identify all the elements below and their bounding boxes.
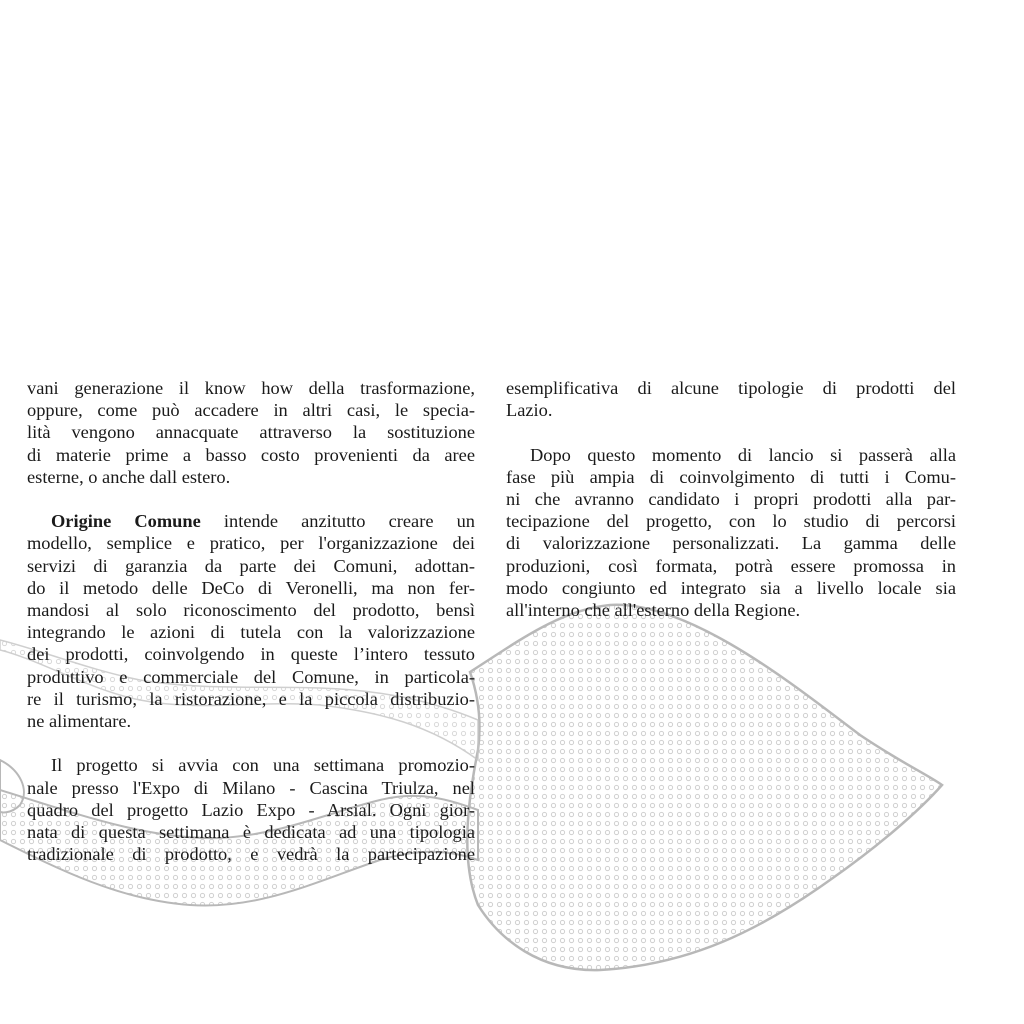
text-line: modello, semplice e pratico, per l'organizzazione dei bbox=[27, 533, 475, 554]
text-line: Dopo questo momento di lancio si passerà alla bbox=[530, 444, 956, 465]
text-line: quadro del progetto Lazio Expo - Arsial. Ogni gior- bbox=[27, 799, 475, 820]
text-line: ne alimentare. bbox=[27, 711, 132, 732]
text-line: Origine Comune intende anzitutto creare un bbox=[51, 511, 475, 532]
text-line: tradizionale di prodotto, e vedrà la partecipazione bbox=[27, 844, 475, 865]
text-line: Lazio. bbox=[506, 400, 553, 421]
paragraph-origine-comune bbox=[27, 510, 475, 732]
trowel-blade-shape bbox=[467, 605, 942, 970]
paragraph-continuation-right bbox=[506, 377, 956, 421]
text-line: esterne, o anche dall estero. bbox=[27, 466, 231, 487]
text-line: vani generazione il know how della trasformazione, bbox=[27, 378, 475, 398]
text-line: oppure, come può accadere in altri casi, le specia- bbox=[27, 400, 475, 421]
text-line: mandosi al solo riconoscimento del prodotto, bensì bbox=[27, 600, 475, 621]
paragraph-continuation bbox=[27, 377, 475, 488]
text-line: produzioni, così formata, potrà essere promossa in bbox=[506, 555, 956, 576]
text-line: do il metodo delle DeCo di Veronelli, ma non fer- bbox=[27, 577, 475, 598]
text-line: produttivo e commerciale del Comune, in particola- bbox=[27, 666, 475, 687]
left-text-column bbox=[27, 377, 475, 865]
text-line: modo congiunto ed integrato sia a livello locale sia bbox=[506, 577, 956, 598]
paragraph-expo-milano bbox=[27, 754, 475, 865]
text-line: tecipazione del progetto, con lo studio di percorsi bbox=[506, 511, 956, 532]
text-line: lità vengono annacquate attraverso la sostituzione bbox=[27, 422, 475, 443]
text-line: di valorizzazione personalizzati. La gamma delle bbox=[506, 533, 956, 554]
paragraph-dopo-lancio bbox=[506, 444, 956, 622]
text-line: dei prodotti, coinvolgendo in queste l’intero tessuto bbox=[27, 644, 475, 665]
text-line: ni che avranno candidato i propri prodotti alla par- bbox=[506, 489, 956, 509]
text-line: nale presso l'Expo di Milano - Cascina Triulza, nel bbox=[27, 777, 475, 798]
text-line: Il progetto si avvia con una settimana promozio- bbox=[51, 755, 475, 776]
text-line: servizi di garanzia da parte dei Comuni, adottan- bbox=[27, 555, 475, 576]
text-line: re il turismo, la ristorazione, e la piccola distribuzio- bbox=[27, 688, 475, 709]
text-line: di materie prime a basso costo provenienti da aree bbox=[27, 444, 475, 465]
text-line: esemplificativa di alcune tipologie di prodotti del bbox=[506, 378, 956, 398]
text-line: integrando le azioni di tutela con la valorizzazione bbox=[27, 622, 475, 643]
text-line: all'interno che all'esterno della Regione. bbox=[506, 600, 801, 621]
text-line: nata di questa settimana è dedicata ad una tipologia bbox=[27, 822, 475, 843]
project-name: Origine Comune bbox=[51, 511, 201, 532]
text-line: fase più ampia di coinvolgimento di tutti i Comu- bbox=[506, 466, 956, 487]
right-text-column bbox=[506, 377, 956, 621]
